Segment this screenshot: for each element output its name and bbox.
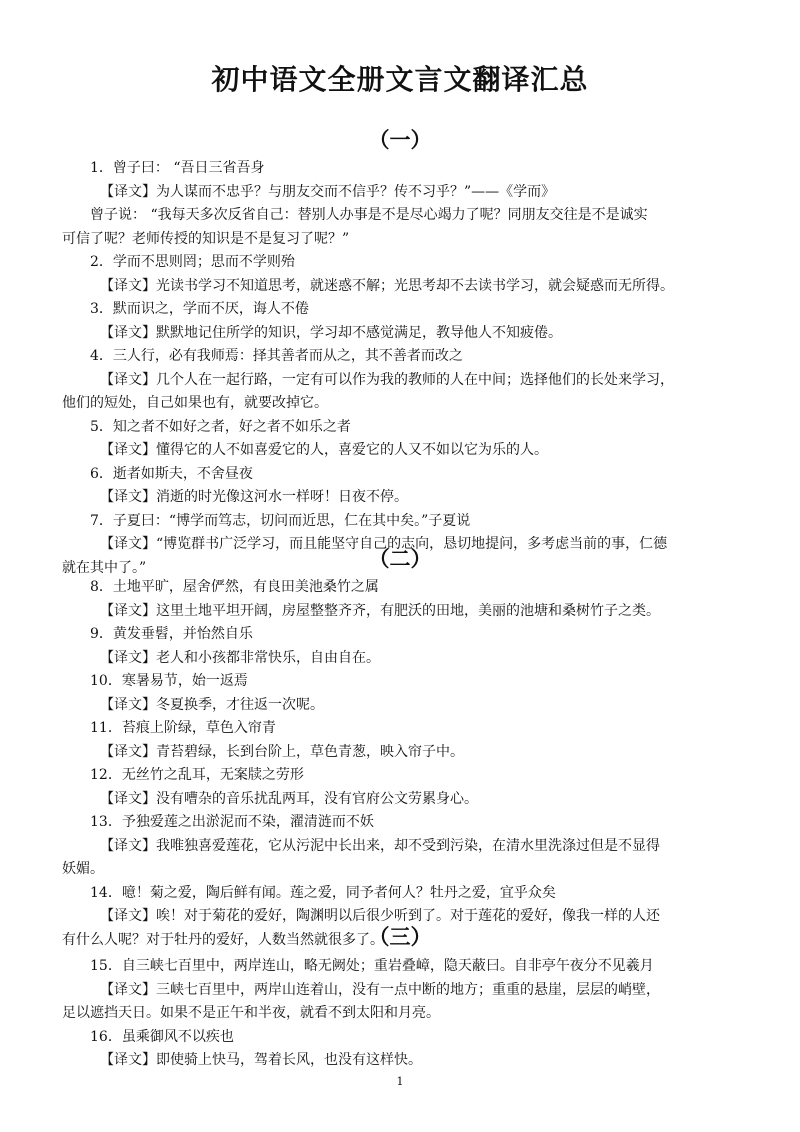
- text-line: 【译文】这里土地平坦开阔，房屋整整齐齐，有肥沃的田地，美丽的池塘和桑树竹子之类。: [100, 602, 660, 619]
- text-line: 1．曾子曰： “吾日三省吾身: [90, 160, 265, 176]
- text-line: 【译文】光读书学习不知道思考，就迷惑不解；光思考却不去读书学习，就会疑惑而无所得。: [100, 277, 674, 294]
- text-line: 【译文】“博览群书广泛学习，而且能坚守自己的志向，恳切地提问，多考虑当前的事，仁德: [100, 536, 668, 552]
- text-line: 5．知之者不如好之者，好之者不如乐之者: [90, 418, 351, 435]
- text-line: 【译文】老人和小孩都非常快乐，自由自在。: [100, 649, 380, 666]
- text-line: 10．寒暑易节，始一返焉: [90, 673, 248, 689]
- text-line: 16．虽乘御风不以疾也: [90, 1028, 234, 1045]
- section-heading-1: （一）: [368, 128, 432, 152]
- section-heading-3: （三）: [368, 925, 432, 949]
- text-line: 【译文】三峡七百里中，两岸山连着山，没有一点中断的地方；重重的悬崖，层层的峭壁，: [100, 981, 660, 998]
- document-title: 初中语文全册文言文翻译汇总: [211, 63, 589, 96]
- text-line: 14．噫！菊之爱，陶后鲜有闻。莲之爱，同予者何人？牡丹之爱，宜乎众矣: [90, 884, 556, 901]
- text-line: 【译文】青苔碧绿，长到台阶上，草色青葱，映入帘子中。: [100, 743, 464, 760]
- text-line: 他们的短处，自己如果也有，就要改掉它。: [62, 395, 328, 411]
- text-line: 3．默而识之，学而不厌，诲人不倦: [90, 301, 309, 317]
- section-body-1: [62, 157, 742, 580]
- text-line: 【译文】冬夏换季，才往返一次呢。: [100, 696, 324, 713]
- text-line: 8．土地平旷，屋舍俨然，有良田美池桑竹之属: [90, 579, 379, 595]
- text-line: 【译文】几个人在一起行路，一定有可以作为我的教师的人在中间；选择他们的长处来学习，: [100, 371, 674, 388]
- text-line: 15．自三峡七百里中，两岸连山，略无阙处；重岩叠嶂，隐天蔽曰。自非亭午夜分不见羲月: [90, 958, 654, 974]
- text-line: 12．无丝竹之乱耳，无案牍之劳形: [90, 767, 304, 783]
- text-line: 4．三人行，必有我师焉：择其善者而从之，其不善者而改之: [90, 348, 463, 364]
- text-line: 13．予独爱莲之出淤泥而不染，濯清涟而不妖: [90, 814, 374, 830]
- text-line: 2．学而不思则罔；思而不学则殆: [90, 254, 295, 270]
- text-line: 曾子说： “我每天多次反省自己：替别人办事是不是尽心竭力了呢？同朋友交往是不是诚实: [90, 207, 648, 223]
- text-line: 【译文】我唯独喜爱莲花，它从污泥中长出来，却不受到污染，在清水里洗涤过但是不显得: [100, 837, 660, 854]
- text-line: 【译文】消逝的时光像这河水一样呀！日夜不停。: [100, 489, 408, 505]
- text-line: 可信了呢？老师传授的知识是不是复习了呢？”: [62, 230, 350, 247]
- text-line: 【译文】唉！对于菊花的爱好，陶渊明以后很少听到了。对于莲花的爱好，像我一样的人还: [100, 908, 660, 924]
- text-line: 11．苔痕上阶绿，草色入帘青: [90, 720, 276, 736]
- text-line: 足以遮挡天日。如果不是正午和半夜，就看不到太阳和月亮。: [62, 1005, 440, 1021]
- text-line: 【译文】默默地记住所学的知识，学习却不感觉满足，教导他人不知疲倦。: [100, 324, 562, 341]
- text-line: 9．黄发垂髫，并怡然自乐: [90, 626, 253, 642]
- section-heading-2: （二）: [368, 547, 432, 571]
- text-line: 7．子夏曰：“博学而笃志，切问而近思，仁在其中矣。”子夏说: [90, 512, 471, 529]
- text-line: 【译文】为人谋而不忠乎？与朋友交而不信乎？传不习乎？”——《学而》: [100, 183, 556, 200]
- text-line: 妖媚。: [62, 861, 104, 877]
- page-number: 1: [396, 1075, 404, 1088]
- section-body-3: [62, 955, 742, 1073]
- text-line: 【译文】即使骑上快马，驾着长风，也没有这样快。: [100, 1052, 422, 1068]
- text-line: 6．逝者如斯夫，不舍昼夜: [90, 465, 253, 482]
- text-line: 就在其中了。”: [62, 559, 147, 576]
- section-body-2: [62, 576, 742, 952]
- text-line: 有什么人呢？对于牡丹的爱好，人数当然就很多了。: [62, 931, 384, 948]
- text-line: 【译文】没有嘈杂的音乐扰乱两耳，没有官府公文劳累身心。: [100, 790, 478, 807]
- text-line: 【译文】懂得它的人不如喜爱它的人，喜爱它的人又不如以它为乐的人。: [100, 442, 548, 458]
